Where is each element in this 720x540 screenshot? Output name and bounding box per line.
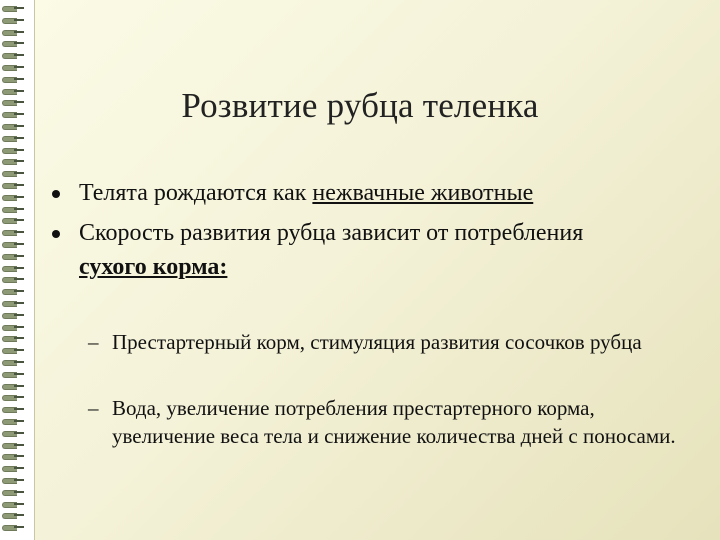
subbullet-2 [88, 394, 688, 484]
binding-ring [2, 348, 24, 353]
bullet-2 [52, 216, 692, 286]
binding-ring [2, 502, 24, 507]
binding-ring [2, 171, 24, 176]
subbullet-1 [88, 328, 688, 388]
bullet-1-underlined: нежвачные животные [312, 180, 534, 206]
bullet-dot-icon [52, 190, 60, 198]
subbullet-2-text: Вода, увеличение потребления престартерного корма, увеличение веса тела и снижение количества дней с поносами. [112, 396, 676, 448]
binding-ring [2, 53, 24, 58]
binding-ring [2, 513, 24, 518]
binding-ring [2, 242, 24, 247]
slide-title: Розвитие рубца теленка [181, 86, 539, 125]
binding-ring [2, 443, 24, 448]
binding-ring [2, 30, 24, 35]
binding-ring [2, 183, 24, 188]
binding-ring [2, 6, 24, 11]
binding-ring [2, 525, 24, 530]
binding-ring [2, 289, 24, 294]
binding-ring [2, 218, 24, 223]
binding-ring [2, 195, 24, 200]
binding-ring [2, 230, 24, 235]
binding-ring [2, 254, 24, 259]
bullet-2-underlined: сухого корма: [79, 254, 228, 280]
binding-ring [2, 41, 24, 46]
binding-ring [2, 18, 24, 23]
binding-ring [2, 395, 24, 400]
binding-ring [2, 360, 24, 365]
binding-ring [2, 407, 24, 412]
subbullet-1-text: Престартерный корм, стимуляция развития сосочков рубца [112, 330, 642, 354]
binding-ring [2, 77, 24, 82]
bullet-2-text: Скорость развития рубца зависит от потребления [79, 220, 584, 246]
dash-marker: – [88, 396, 99, 420]
binding-ring [2, 159, 24, 164]
binding-ring [2, 277, 24, 282]
binding-ring [2, 207, 24, 212]
binding-ring [2, 336, 24, 341]
binding-ring [2, 454, 24, 459]
bullet-dot-icon [52, 230, 60, 238]
binding-ring [2, 372, 24, 377]
dash-marker: – [88, 330, 99, 354]
binding-ring [2, 65, 24, 70]
binding-ring [2, 490, 24, 495]
binding-ring [2, 266, 24, 271]
binding-ring [2, 313, 24, 318]
binding-ring [2, 478, 24, 483]
binding-ring [2, 136, 24, 141]
bullet-1-text: Телята рождаются как нежвачные животные [79, 180, 534, 206]
binding-ring [2, 384, 24, 389]
binding-ring [2, 419, 24, 424]
binding-ring [2, 466, 24, 471]
binding-ring [2, 431, 24, 436]
binding-ring [2, 325, 24, 330]
binding-ring [2, 301, 24, 306]
bullet-1 [52, 176, 692, 210]
binding-ring [2, 148, 24, 153]
spiral-binding [0, 0, 34, 540]
